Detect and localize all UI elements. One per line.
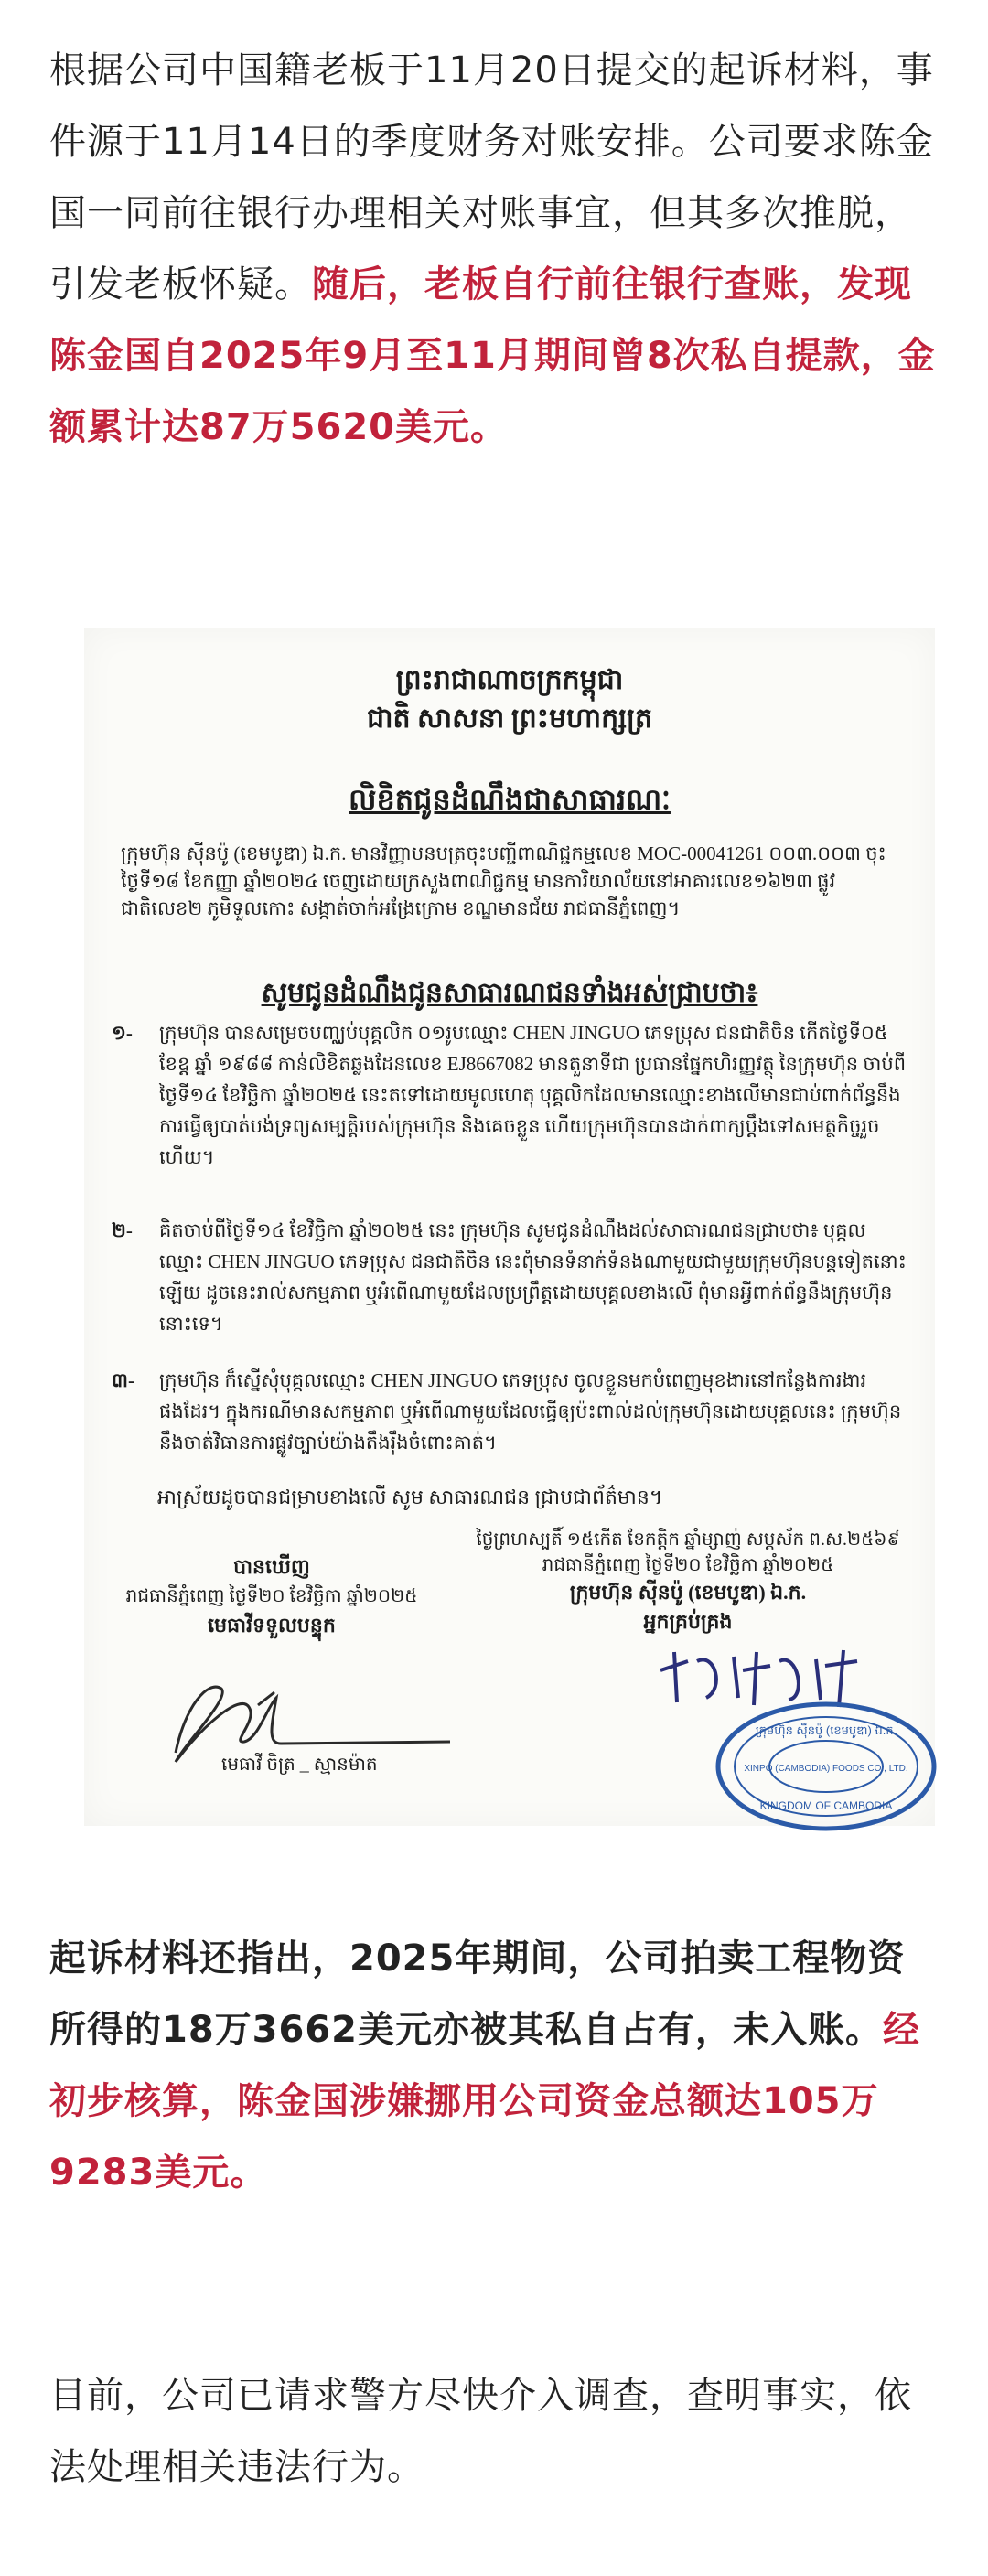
intro-paragraph — [49, 35, 939, 463]
notice-seen-date: រាជធានីភ្នំពេញ ថ្ងៃទី២០ ខែវិច្ឆិកា ឆ្នាំ២០២៥ — [125, 1586, 418, 1606]
seal-khmer: ក្រុមហ៊ុន ស៊ីនប៉ូ (ខេមបូឌា) ឯ.ក. — [755, 1723, 897, 1737]
notice-item: ១- ក្រុមហ៊ុន បានសម្រេចបញ្ឈប់បុគ្គលិក ០១រូបឈ្មោះ CHEN JINGUO ភេទប្រុស ជនជាតិចិន កើតថ្ងៃទី០៥ ខែឧ្ត ឆ្នាំ ១៩៨៨ កាន់លិខិតឆ្លងដែនលេខ EJ8667082 មានតួនាទីជា ប្រធានផ្នែកហិរញ្ញវត្ថុ នៃក្រុមហ៊ុន ចាប់ពីថ្ងៃទី១៤ ខែវិច្ឆិកា ឆ្នាំ២០២៥ នេះតទៅដោយមូលហេតុ បុគ្គលិកដែលមានឈ្មោះខាងលើមានជាប់ពាក់ព័ន្ធនឹងការធ្វើឲ្យបាត់បង់ទ្រព្យសម្បត្តិរបស់ក្រុមហ៊ុន និងគេចខ្លួន ហើយក្រុមហ៊ុនបានដាក់ពាក្យប្តឹងទៅសមត្ថកិច្ចរួចហើយ។ — [112, 1022, 907, 1168]
notice-seen-role: មេធាវីទទួលបន្ទុក — [208, 1614, 336, 1637]
notice-closing: អាស្រ័យដូចបានជម្រាបខាងលើ សូម សាធារណជន ជ្រាបជាព័ត៌មាន។ — [157, 1486, 663, 1508]
notice-date-solar: រាជធានីភ្នំពេញ ថ្ងៃទី២០ ខែវិច្ឆិកា ឆ្នាំ២០២៥ — [542, 1555, 834, 1575]
seal-company-en: XINPO (CAMBODIA) FOODS CO., LTD. — [744, 1764, 908, 1774]
company-seal-icon — [712, 1698, 940, 1835]
seal-country: KINGDOM OF CAMBODIA — [759, 1799, 893, 1812]
third-paragraph — [49, 2360, 939, 2503]
notice-director-role: អ្នកគ្រប់គ្រង — [643, 1610, 733, 1633]
notice-title: លិខិតជូនដំណឹងជាសាធារណៈ — [349, 783, 671, 816]
notice-company-sign: ក្រុមហ៊ុន ស៊ីនប៉ូ (ខេមបូឌា) ឯ.ក. — [569, 1581, 807, 1604]
notice-kingdom: ព្រះរាជាណាចក្រកម្ពុជា — [395, 665, 624, 695]
notice-item: ២- គិតចាប់ពីថ្ងៃទី១៤ ខែវិច្ឆិកា ឆ្នាំ២០២៥ នេះ ក្រុមហ៊ុន សូមជូនដំណឹងដល់សាធារណជនជ្រាបថា៖ បុគ្គលឈ្មោះ CHEN JINGUO ភេទប្រុស ជនជាតិចិន នេះពុំមានទំនាក់ទំនងណាមួយជាមួយក្រុមហ៊ុនបន្តទៀតនោះឡើយ ដូចនេះរាល់សកម្មភាព ឬអំពើណាមួយដែលប្រព្រឹត្តដោយបុគ្គលខាងលើ ពុំមានអ្វីពាក់ព័ន្ធនឹងក្រុមហ៊ុននោះទេ។ — [112, 1219, 907, 1335]
public-notice-scan — [84, 628, 935, 1826]
notice-item: ៣- ក្រុមហ៊ុន ក៏ស្នើសុំបុគ្គលឈ្មោះ CHEN JINGUO ភេទប្រុស ចូលខ្លួនមកបំពេញមុខងារនៅកន្លែងការងារផងដែរ។ ក្នុងករណីមានសកម្មភាព ឬអំពើណាមួយដែលធ្វើឲ្យប៉ះពាល់ដល់ក្រុមហ៊ុនដោយបុគ្គលនេះ ក្រុមហ៊ុននឹងចាត់វិធានការផ្លូវច្បាប់យ៉ាងតឹងរ៉ឹងចំពោះគាត់។ — [112, 1369, 902, 1454]
third-text: 目前，公司已请求警方尽快介入调查，查明事实，依法处理相关违法行为。 — [49, 2375, 912, 2488]
second-text: 起诉材料还指出，2025年期间，公司拍卖工程物资所得的18万3662美元亦被其私自占有，未入账。 — [49, 1937, 906, 2051]
lawyer-name: មេធាវី ចិត្រ _ ស្មានម៉ាត — [221, 1755, 378, 1775]
intro-text: 根据公司中国籍老板于11月20日提交的起诉材料，事件源于11月14日的季度财务对账安排。公司要求陈金国一同前往银行办理相关对账事宜，但其多次推脱，引发老板怀疑。 — [49, 49, 934, 306]
second-paragraph — [49, 1923, 939, 2208]
notice-subheading: សូមជូនដំណឹងជូនសាធារណជនទាំងអស់ជ្រាបថា៖ — [261, 978, 758, 1008]
notice-company-line: ក្រុមហ៊ុន ស៊ីនប៉ូ (ខេមបូឌា) ឯ.ក. មានវិញ្ញាបនបត្រចុះបញ្ជីពាណិជ្ជកម្មលេខ MOC-00041261 ០០៣.០០៣ ចុះថ្ងៃទី១៨ ខែកញ្ញា ឆ្នាំ២០២៤ ចេញដោយក្រសួងពាណិជ្ជកម្ម មានការិយាល័យនៅអាគារលេខ១៦២៣ ផ្លូវជាតិលេខ២ ភូមិទួលកោះ សង្កាត់ចាក់អង្រែក្រោម ខណ្ឌមានជ័យ រាជធានីភ្នំពេញ។ — [121, 843, 886, 919]
intro-highlight: 随后，老板自行前往银行查账，发现陈金国自2025年9月至11月期间曾8次私自提款，金额累计达87万5620美元。 — [49, 263, 936, 448]
second-highlight: 经初步核算，陈金国涉嫌挪用公司资金总额达105万9283美元。 — [49, 2009, 920, 2194]
notice-seen-label: បានឃើញ — [233, 1555, 310, 1578]
notice-motto: ជាតិ សាសនា ព្រះមហាក្សត្រ — [366, 703, 653, 734]
notice-date-lunar: ថ្ងៃព្រហស្បតិ៍ ១៥កើត ខែកត្តិក ឆ្នាំម្សាញ់ សប្តស័ក ព.ស.២៥៦៩ — [476, 1530, 900, 1550]
